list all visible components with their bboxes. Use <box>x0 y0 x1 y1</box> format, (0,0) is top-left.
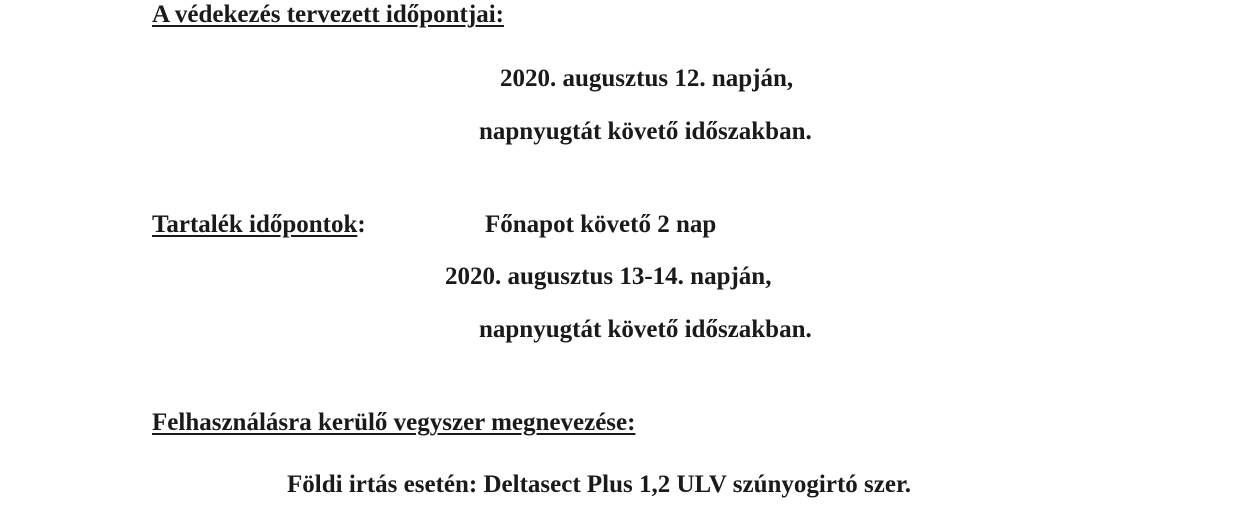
main-date-text: 2020. augusztus 12. napján, <box>500 65 794 92</box>
main-time-text: napnyugtát követő időszakban. <box>479 118 812 145</box>
chemical-text: Földi irtás esetén: Deltasect Plus 1,2 ULV szúnyogirtó szer. <box>287 471 912 498</box>
chemical-heading: Felhasználásra kerülő vegyszer megnevezése: <box>152 409 636 436</box>
planned-dates-heading: A védekezés tervezett időpontjai: <box>152 1 504 28</box>
reserve-dates-heading: Tartalék időpontok <box>152 211 358 238</box>
reserve-date-text: 2020. augusztus 13-14. napján, <box>445 263 772 290</box>
reserve-intro-text: Főnapot követő 2 nap <box>485 211 717 238</box>
reserve-time-text: napnyugtát követő időszakban. <box>479 316 812 343</box>
reserve-dates-colon: : <box>357 211 366 238</box>
reserve-dates-label <box>152 210 366 240</box>
